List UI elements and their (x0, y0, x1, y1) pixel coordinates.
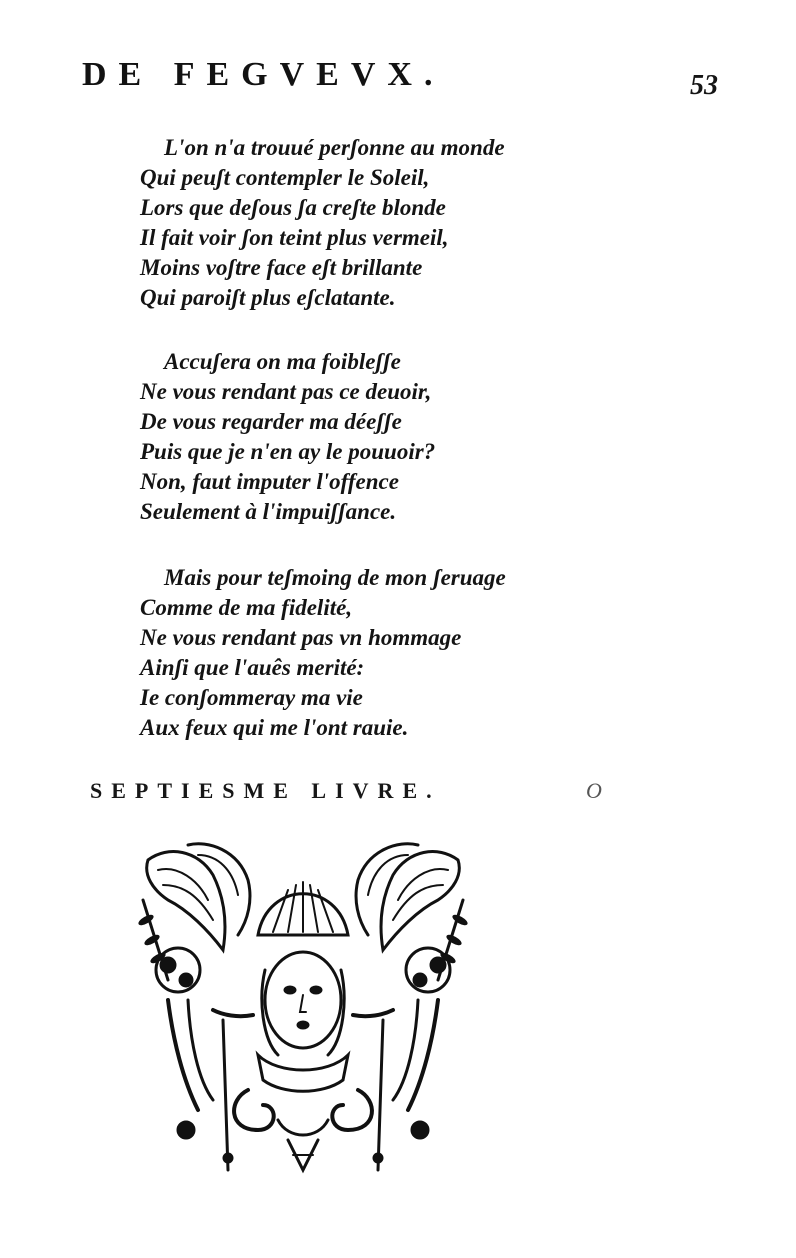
poem-line: Puis que je n'en ay le pouuoir? (140, 439, 436, 464)
poem-line: Non, faut imputer l'offence (140, 469, 399, 494)
running-head: DE FEGVEVX. (82, 56, 445, 93)
poem-line: Ne vous rendant pas vn hommage (140, 625, 462, 650)
poem-stanza-3 (140, 563, 600, 743)
poem-line: Mais pour teʃmoing de mon ʃeruage (164, 565, 506, 590)
poem-line: L'on n'a trouué perʃonne au monde (164, 135, 505, 160)
poem-line: Ie conʃommeray ma vie (140, 685, 363, 710)
poem-line: Accuʃera on ma foibleʃʃe (164, 349, 401, 374)
poem-line: De vous regarder ma déeʃʃe (140, 409, 402, 434)
poem-line: Ainʃi que l'auês merité: (140, 655, 365, 680)
signature-catchword: SEPTIESME LIVRE. (90, 778, 441, 803)
page-number: 53 (690, 70, 718, 101)
poem-line: Qui paroiʃt plus eʃclatante. (140, 285, 396, 310)
poem-line: Seulement à l'impuiʃʃance. (140, 499, 397, 524)
poem-line: Ne vous rendant pas ce deuoir, (140, 379, 432, 404)
poem-line: Lors que deʃous ʃa creʃte blonde (140, 195, 446, 220)
poem-stanza-2 (140, 347, 600, 527)
poem-line: Moins voʃtre face eʃt brillante (140, 255, 423, 280)
woodcut-ornament-icon (128, 840, 478, 1180)
signature-mark: O (586, 778, 602, 803)
poem-line: Qui peuʃt contempler le Soleil, (140, 165, 430, 190)
poem-line: Comme de ma fidelité, (140, 595, 353, 620)
poem-line: Aux feux qui me l'ont rauie. (140, 715, 409, 740)
poem-stanza-1 (140, 133, 600, 313)
poem-line: Il fait voir ʃon teint plus vermeil, (140, 225, 449, 250)
